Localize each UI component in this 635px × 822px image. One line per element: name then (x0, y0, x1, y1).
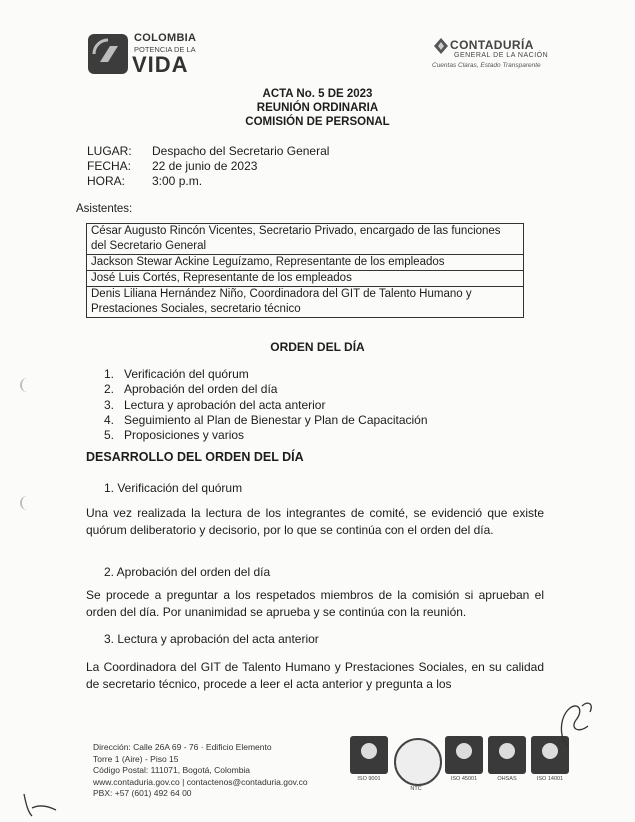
certification-badge: OHSAS (488, 736, 526, 794)
meta-place-value: Despacho del Secretario General (152, 144, 330, 158)
agenda-item: 1. Verificación del quórum (104, 367, 249, 381)
meta-date-label: FECHA: (87, 159, 132, 173)
logo-left-line3: VIDA (132, 52, 189, 77)
certification-icon (488, 736, 526, 774)
footer-line: Torre 1 (Aire) - Piso 15 (93, 753, 179, 764)
certification-badge: ISO 45001 (445, 736, 483, 794)
meta-time-value: 3:00 p.m. (152, 174, 203, 188)
section-heading-2: 2. Aprobación del orden del día (104, 565, 271, 579)
seal-label: NTC (410, 786, 422, 792)
logo-left-line2: POTENCIA DE LA (134, 45, 196, 54)
logo-right-line3: Cuentas Claras, Estado Transparente (432, 62, 541, 69)
certification-badge: ISO 14001 (531, 736, 569, 794)
footer-line: www.contaduria.gov.co | contactenos@contaduria.gov.co (93, 776, 308, 787)
handwritten-initials-icon (548, 696, 598, 752)
contaduria-emblem-icon (434, 38, 448, 54)
attendee-row: José Luis Cortés, Representante de los empleados (87, 271, 523, 287)
development-title: DESARROLLO DEL ORDEN DEL DÍA (86, 450, 304, 464)
agenda-item: 5. Proposiciones y varios (104, 428, 245, 443)
meta-place-label: LUGAR: (87, 144, 132, 158)
colombia-logo-mark-icon (88, 34, 128, 74)
colombia-potencia-logo (88, 30, 213, 80)
section-paragraph-2: Se procede a preguntar a los respetados miembros de la comisión si aprueban el orden del día. Por unanimidad se aprueba y se continúa con la reunión. (86, 588, 544, 619)
acta-title: ACTA No. 5 DE 2023 (262, 88, 373, 100)
agenda-item: 2. Aprobación del orden del día (104, 382, 278, 397)
meta-time (0, 174, 635, 190)
section-heading-1: 1. Verificación del quórum (104, 481, 243, 495)
certification-badge: ISO 9001 (350, 736, 388, 794)
meta-date (0, 159, 635, 175)
acta-committee: COMISIÓN DE PERSONAL (245, 116, 390, 128)
punch-hole-mark (20, 496, 30, 510)
section-paragraph-1: Una vez realizada la lectura de los integrantes de comité, se evidenció que existe quórum deliberatorio y decisorio, por lo que se continúa con el orden del día. (86, 506, 544, 537)
logo-left-line1: COLOMBIA (134, 32, 197, 44)
attendee-row: Jackson Stewar Ackine Leguízamo, Representante de los empleados (87, 255, 523, 271)
punch-hole-mark (20, 378, 30, 392)
attendee-row: Denis Liliana Hernández Niño, Coordinadora del GIT de Talento Humano y Prestaciones Sociales, secretario técnico (91, 288, 472, 315)
seal-icon (394, 738, 442, 786)
agenda-item: 4. Seguimiento al Plan de Bienestar y Plan de Capacitación (104, 412, 428, 427)
footer-address (93, 742, 308, 800)
certification-icon (350, 736, 388, 774)
meta-date-value: 22 de junio de 2023 (152, 159, 258, 173)
handwritten-signature-icon (20, 790, 60, 818)
footer-line: Código Postal: 111071, Bogotá, Colombia (93, 765, 251, 776)
attendees-table (86, 223, 524, 318)
footer-line: Dirección: Calle 26A 69 - 76 · Edificio Elemento (93, 742, 272, 752)
contaduria-logo (430, 38, 550, 78)
footer-line: PBX: +57 (601) 492 64 00 (93, 788, 192, 799)
section-paragraph-3: La Coordinadora del GIT de Talento Humano y Prestaciones Sociales, en su calidad de secretario técnico, procede a leer el acta anterior y pregunta a los (86, 660, 544, 691)
agenda-list (104, 367, 428, 443)
attendee-row: César Augusto Rincón Vicentes, Secretario Privado, encargado de las funciones del Secretario General (87, 224, 523, 255)
agenda-title: ORDEN DEL DÍA (270, 340, 365, 354)
acta-subtitle: REUNIÓN ORDINARIA (256, 102, 379, 114)
attendees-label: Asistentes: (76, 203, 133, 215)
section-heading-3: 3. Lectura y aprobación del acta anterior (104, 632, 319, 646)
agenda-item: 3. Lectura y aprobación del acta anterior (104, 397, 326, 412)
meta-time-label: HORA: (87, 174, 126, 188)
certification-icon (445, 736, 483, 774)
meta-place (0, 144, 635, 160)
logo-right-line1: CONTADURÍA (450, 38, 534, 52)
logo-right-line2: GENERAL DE LA NACIÓN (454, 52, 549, 59)
